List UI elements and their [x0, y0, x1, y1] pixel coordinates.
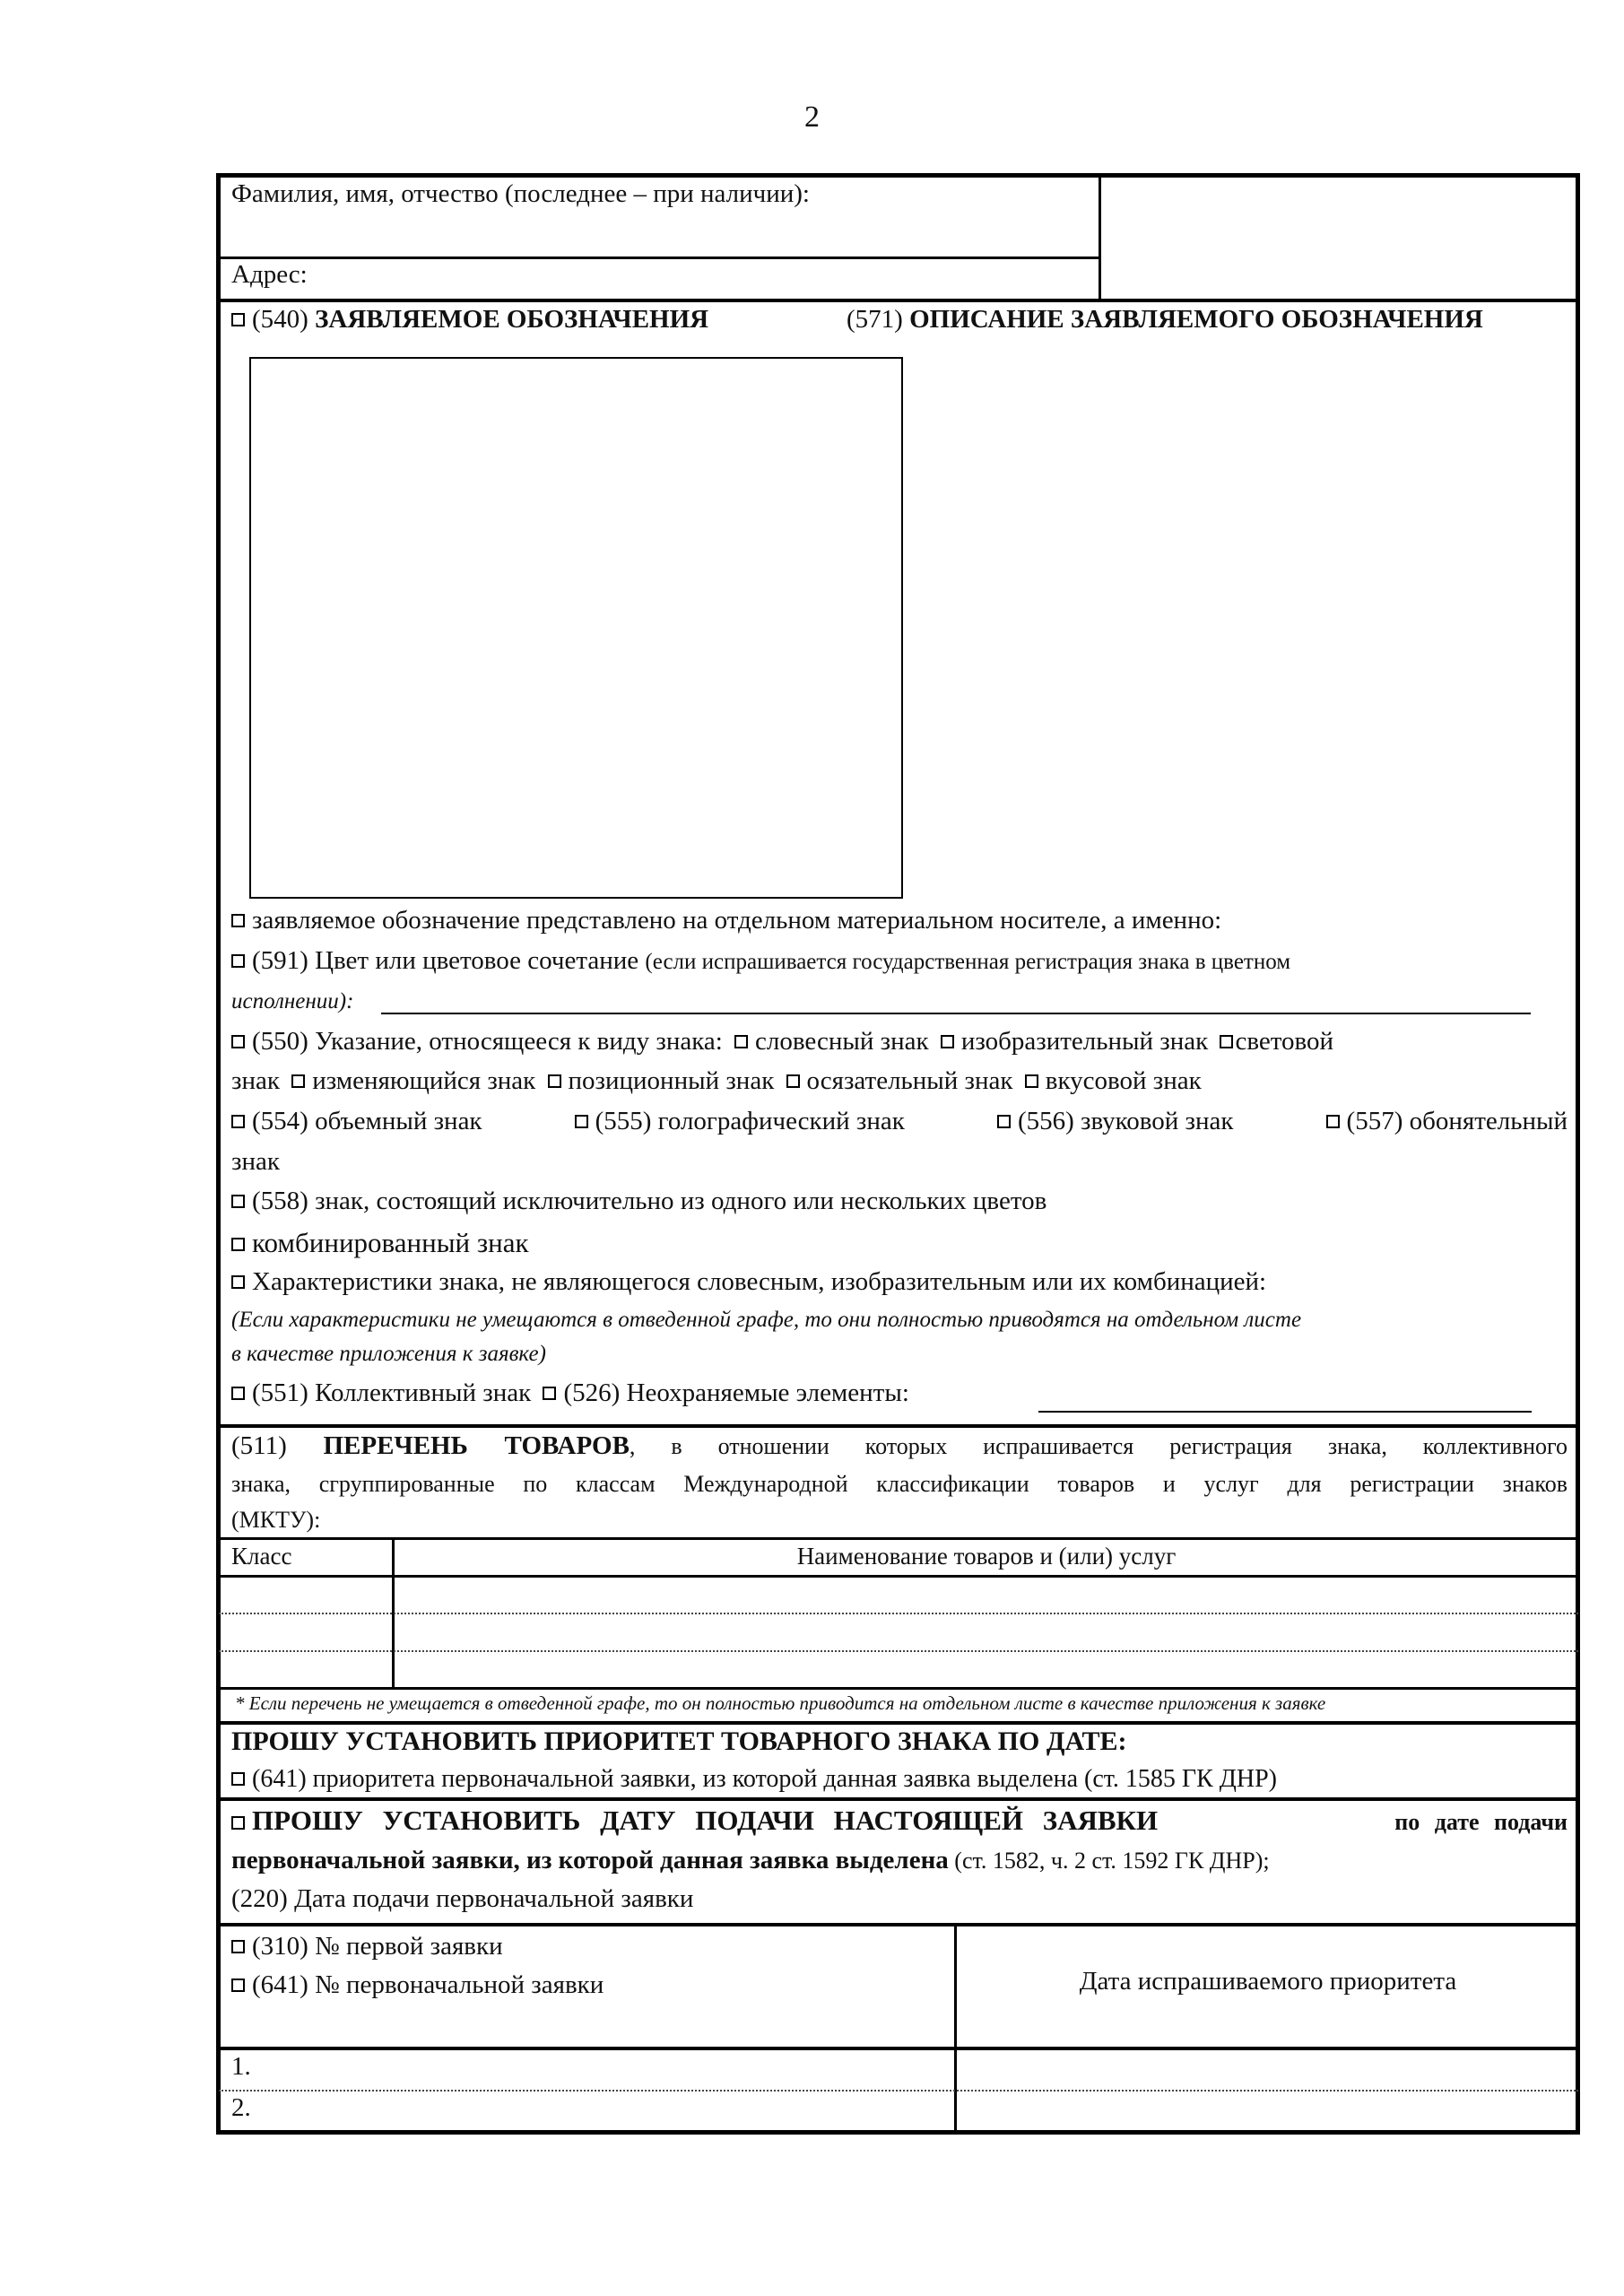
mark-image-box[interactable] [249, 357, 903, 899]
goods-col-class: Класс [231, 1543, 292, 1570]
changing-mark-checkbox[interactable] [291, 1074, 305, 1088]
s550-line3-cont: знак [231, 1147, 280, 1176]
divider [1099, 173, 1101, 300]
application-row-number: 1. [231, 2052, 251, 2081]
taste-mark-checkbox[interactable] [1025, 1074, 1038, 1088]
divider [219, 1613, 1578, 1614]
filing-date-line2: первоначальной заявки, из которой данная заявка выделена (ст. 1582, ч. 2 ст. 1592 ГК ДНР); [231, 1846, 1270, 1874]
goods-row-class-input[interactable] [219, 1653, 391, 1687]
s591-option: (591) Цвет или цветовое сочетание (если испрашивается государственная регистрация знака в цветном [231, 946, 1568, 976]
divider [216, 1721, 1580, 1725]
priority-s641-option: (641) приоритета первоначальной заявки, из которой данная заявка выделена (ст. 1585 ГК ДНР) [231, 1765, 1277, 1794]
characteristics-option: Характеристики знака, не являющегося словесным, изобразительным или их комбинацией: [231, 1267, 1266, 1297]
divider [216, 299, 1580, 302]
s540-checkbox[interactable] [231, 313, 245, 326]
s526-checkbox[interactable] [543, 1387, 556, 1400]
combined-mark-option: комбинированный знак [231, 1227, 529, 1259]
filing-date-checkbox[interactable] [231, 1816, 245, 1830]
divider [954, 1923, 957, 2135]
divider [219, 2090, 1578, 2092]
divider [216, 1424, 1580, 1428]
s554-checkbox[interactable] [231, 1115, 245, 1128]
separate-carrier-checkbox[interactable] [231, 914, 245, 927]
characteristics-note-1: (Если характеристики не умещаются в отведенной графе, то они полностью приводятся на отдельном листе [231, 1308, 1302, 1332]
s556-checkbox[interactable] [997, 1115, 1011, 1128]
s591-note-cont: исполнении): [231, 989, 354, 1013]
goods-row-name-input[interactable] [395, 1653, 1576, 1687]
divider [216, 1797, 1580, 1801]
s550-checkbox[interactable] [231, 1035, 245, 1048]
goods-row-class-input[interactable] [219, 1615, 391, 1649]
separate-carrier-option: заявляемое обозначение представлено на отдельном материальном носителе, а именно: [231, 906, 1221, 935]
priority-date-input[interactable] [960, 2052, 1576, 2086]
s551-s526-line: (551) Коллективный знак (526) Неохраняемые элементы: [231, 1378, 909, 1408]
goods-col-name: Наименование товаров и (или) услуг [796, 1543, 1177, 1570]
tactile-mark-checkbox[interactable] [786, 1074, 800, 1088]
s526-input[interactable] [1038, 1411, 1532, 1413]
s557-checkbox[interactable] [1326, 1115, 1340, 1128]
divider [219, 1650, 1578, 1652]
applicant-extra-field[interactable] [1105, 179, 1573, 296]
goods-row-class-input[interactable] [219, 1578, 391, 1612]
filing-date-title-line: ПРОШУ УСТАНОВИТЬ ДАТУ ПОДАЧИ НАСТОЯЩЕЙ ЗАЯВКИ по дате подачи [231, 1805, 1568, 1837]
divider [216, 257, 1100, 259]
application-number-input[interactable] [269, 2052, 951, 2086]
characteristics-note-2: в качестве приложения к заявке) [231, 1342, 546, 1366]
position-mark-checkbox[interactable] [548, 1074, 561, 1088]
goods-intro-line2: знака, сгруппированные по классам Международной классификации товаров и услуг для регистрации знаков [231, 1471, 1568, 1497]
divider [216, 1923, 1580, 1926]
application-row-number: 2. [231, 2093, 251, 2122]
divider [216, 1537, 1580, 1540]
goods-intro-line1: (511) ПЕРЕЧЕНЬ ТОВАРОВ, в отношении которых испрашивается регистрация знака, коллективного [231, 1431, 1568, 1460]
priority-date-input[interactable] [960, 2093, 1576, 2127]
goods-footnote: * Если перечень не умещается в отведенной графе, то он полностью приводится на отдельном листе в качестве приложения к заявке [235, 1692, 1326, 1714]
s591-checkbox[interactable] [231, 954, 245, 968]
s220-label: (220) Дата подачи первоначальной заявки [231, 1884, 694, 1913]
priority-s641-checkbox[interactable] [231, 1772, 245, 1786]
s571-heading: (571) ОПИСАНИЕ ЗАЯВЛЯЕМОГО ОБОЗНАЧЕНИЯ [847, 305, 1483, 334]
s310-option: (310) № первой заявки [231, 1932, 503, 1961]
s550-line3: (554) объемный знак (555) голографический знак (556) звуковой знак (557) обонятельный [231, 1107, 1568, 1136]
s540-heading: (540) ЗАЯВЛЯЕМОЕ ОБОЗНАЧЕНИЯ [231, 305, 708, 335]
priority-date-header: Дата испрашиваемого приоритета [1079, 1967, 1457, 1996]
goods-intro-line3: (МКТУ): [231, 1507, 321, 1533]
goods-row-name-input[interactable] [395, 1615, 1576, 1649]
s550-line2: знак изменяющийся знак позиционный знак осязательный знак вкусовой знак [231, 1066, 1202, 1095]
s558-option: (558) знак, состоящий исключительно из одного или нескольких цветов [231, 1187, 1046, 1216]
figurative-mark-checkbox[interactable] [941, 1035, 954, 1048]
priority-title: ПРОШУ УСТАНОВИТЬ ПРИОРИТЕТ ТОВАРНОГО ЗНАКА ПО ДАТЕ: [231, 1726, 1127, 1756]
divider [216, 1687, 1580, 1690]
combined-mark-checkbox[interactable] [231, 1238, 245, 1251]
divider [216, 2047, 1580, 2050]
word-mark-checkbox[interactable] [734, 1035, 748, 1048]
s555-checkbox[interactable] [575, 1115, 588, 1128]
s550-line1: (550) Указание, относящееся к виду знака: словесный знак изобразительный знак световой [231, 1027, 1333, 1057]
s551-checkbox[interactable] [231, 1387, 245, 1400]
application-number-input[interactable] [269, 2093, 951, 2127]
s310-checkbox[interactable] [231, 1940, 245, 1953]
s641-number-option: (641) № первоначальной заявки [231, 1970, 604, 2000]
applicant-address-label: Адрес: [231, 260, 308, 289]
goods-row-name-input[interactable] [395, 1578, 1576, 1612]
s558-checkbox[interactable] [231, 1195, 245, 1208]
light-mark-checkbox[interactable] [1220, 1035, 1233, 1048]
characteristics-checkbox[interactable] [231, 1275, 245, 1289]
s641-number-checkbox[interactable] [231, 1979, 245, 1992]
s591-color-input[interactable] [381, 1013, 1531, 1014]
applicant-name-label: Фамилия, имя, отчество (последнее – при наличии): [231, 179, 810, 208]
page-number: 2 [804, 100, 820, 134]
